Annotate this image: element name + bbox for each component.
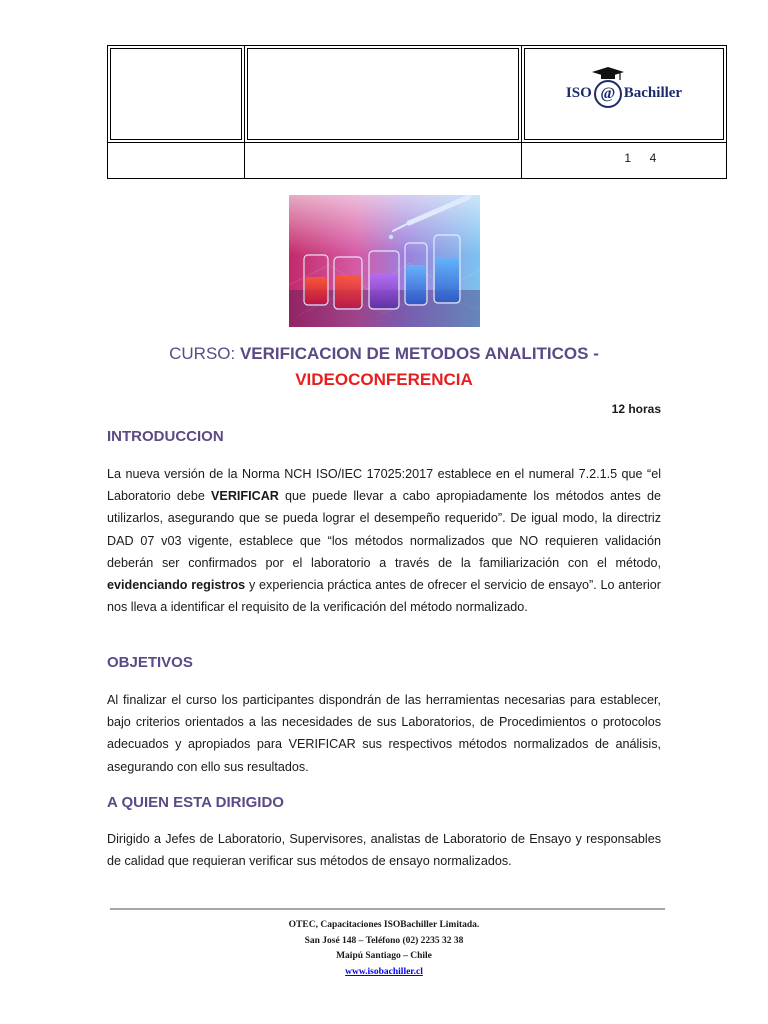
laboratory-glassware-image	[289, 195, 480, 327]
heading-dirigido: A QUIEN ESTA DIRIGIDO	[107, 794, 284, 811]
isobachiller-logo	[522, 46, 726, 142]
logo-at-icon: @	[594, 80, 622, 108]
footer-website-link[interactable]: www.isobachiller.cl	[345, 966, 423, 977]
header-cell-left	[108, 46, 245, 143]
title-sub: VIDEOCONFERENCIA	[295, 370, 473, 389]
header-cell-left-bottom	[108, 142, 245, 178]
footer-address: San José 148 – Teléfono (02) 2235 32 38	[304, 935, 464, 946]
logo-right-text: Bachiller	[623, 85, 683, 102]
footer-divider	[110, 908, 665, 910]
bold-verificar: VERIFICAR	[211, 489, 279, 504]
intro-paragraph: La nueva versión de la Norma NCH ISO/IEC 17025:2017 establece en el numeral 7.2.1.5 que “el Laboratorio debe VERIFICAR que puede llevar a cabo apropiadamente los métodos antes de utilizarlos, asegurando que se pueda lograr el desempeño requerido”. De igual modo, la directriz DAD 07 v03 vigente, establece que “los métodos normalizados que NO requieren validación deberán ser confirmados por el laboratorio a través de la familiarización con el método, evidenciando registros y experiencia práctica antes de ofrecer el servicio de ensayo”. Lo anterior nos lleva a identificar el requisito de la verificación del método normalizado.	[107, 467, 662, 615]
footer-city: Maipú Santiago – Chile	[336, 951, 432, 961]
title-main: VERIFICACION DE METODOS ANALITICOS -	[239, 344, 599, 363]
course-title	[0, 342, 768, 392]
graduation-cap-icon	[592, 67, 624, 81]
footer	[0, 918, 768, 980]
dirigido-paragraph: Dirigido a Jefes de Laboratorio, Supervisores, analistas de Laboratorio de Ensayo y responsables de calidad que requieran verificar sus métodos de ensayo normalizados.	[107, 832, 661, 869]
heading-introduccion: INTRODUCCION	[107, 428, 224, 445]
header-cell-pages	[522, 142, 727, 178]
logo-left-text: ISO	[565, 85, 592, 102]
title-prefix: CURSO:	[169, 344, 240, 363]
page-total: 4	[649, 150, 657, 165]
header-cell-logo	[522, 46, 727, 143]
bold-evidenciando: evidenciando registros	[107, 578, 246, 593]
page-indicator	[617, 151, 664, 165]
heading-objetivos: OBJETIVOS	[107, 654, 193, 671]
header-cell-center	[245, 46, 522, 143]
footer-company: OTEC, Capacitaciones ISOBachiller Limitada.	[288, 920, 480, 930]
course-hours: 12 horas	[611, 402, 661, 416]
header-table	[107, 45, 727, 179]
objetivos-paragraph: Al finalizar el curso los participantes dispondrán de las herramientas necesarias para establecer, bajo criterios orientados a las necesidades de sus Laboratorios, de Procedimientos o protocolos adecuados y apropiados para VERIFICAR sus respectivos métodos normalizados de análisis, asegurando con ello sus resultados.	[107, 693, 661, 774]
header-cell-center-bottom	[245, 142, 522, 178]
page-current: 1	[624, 150, 631, 165]
